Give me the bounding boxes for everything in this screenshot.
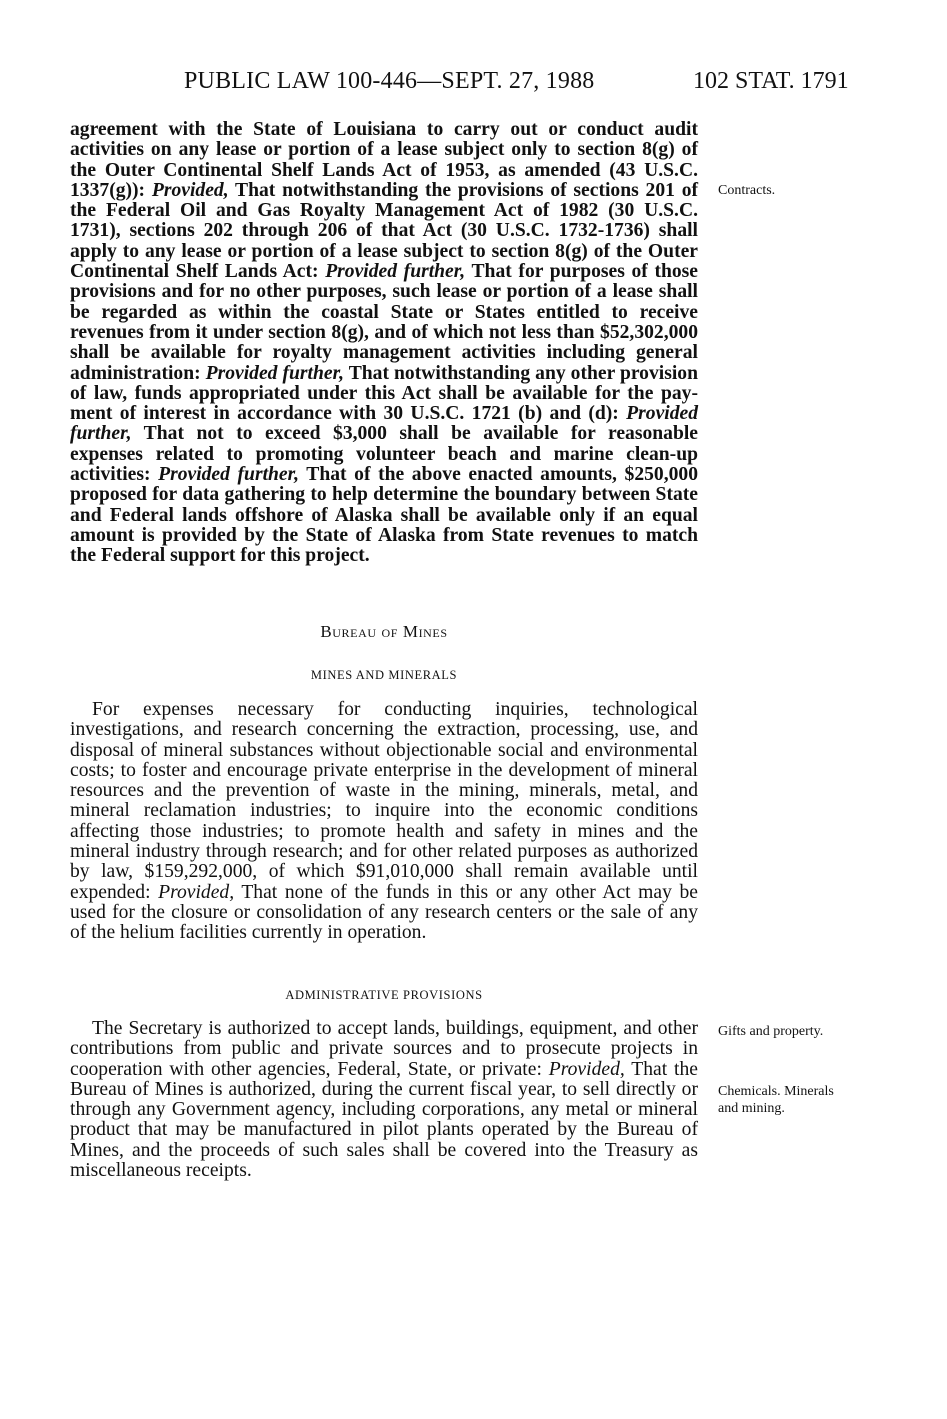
paragraph-mines-and-minerals	[70, 700, 698, 944]
paragraph-administrative-provisions	[70, 1019, 698, 1181]
text-run: agreement with the State of Louisiana to carry out or conduct audit activities on any lease or portion of a lease subject only to section 8(g) of the Outer Continental Shelf Lands Act of 1953, as amended (43 U.S.C. 1337(g)):	[70, 119, 698, 201]
subheading-mines-and-minerals: MINES AND MINERALS	[310, 668, 458, 682]
text-run: The Secretary is authorized to accept lands, buildings, equipment, and other contributions from public and private sources and to prosecute projects in cooperation with other agencies, Federal, State, or private:	[70, 1018, 698, 1080]
page-header-stat: 102 STAT. 1791	[693, 68, 849, 94]
italic-run: Provided,	[158, 881, 235, 903]
italic-run: Provided further,	[205, 362, 345, 384]
margin-note-chemicals-minerals-mining: Chemicals. Minerals and mining.	[718, 1084, 834, 1116]
paragraph-royalty-management	[70, 120, 698, 567]
text-run: That notwithstanding the provisions of sections 201 of the Federal Oil and Gas Royalty Management Act of 1982 (30 U.S.C. 1731), sections 202 through 206 of that Act (30 U.S.C. 1732-1736) shall apply to any lease or portion of a lease subject to section 8(g) of the Outer Continental Shelf Lands Act:	[70, 179, 699, 283]
text-run: For expenses necessary for conducting inquiries, technological investigations, and research concerning the extraction, processing, use, and disposal of mineral substances without objectionable social and environmental costs; to foster and encourage private enterprise in the development of mineral resources and the prevention of waste in the mining, minerals, metal, and mineral reclamation industries; to inquire into the economic conditions affecting those industries; to promote health and safety in mines and the mineral industry through research; and for other related purposes as authorized by law, $159,292,000, of which $91,010,000 shall remain available until expended:	[70, 699, 698, 903]
italic-run: Provided further,	[70, 403, 698, 445]
italic-run: Provided,	[548, 1058, 625, 1080]
page-header-title: PUBLIC LAW 100-446—SEPT. 27, 1988	[184, 68, 595, 94]
text-run: That the Bureau of Mines is authorized, during the current fiscal year, to sell directly or through any Government agency, including corporations, any metal or mineral product that may be manufactured in pilot plants operated by the Bureau of Mines, and the proceeds of such sales shall be covered into the Treasury as miscellaneous receipts.	[70, 1058, 698, 1182]
italic-run: Provided,	[151, 179, 229, 201]
section-heading-bureau-of-mines: Bureau of Mines	[320, 622, 448, 641]
subheading-administrative-provisions: ADMINISTRATIVE PROVISIONS	[285, 988, 483, 1002]
text-run: That not to exceed $3,000 shall be available for reasonable expenses related to promoting volunteer beach and marine clean-up activities:	[70, 423, 698, 486]
text-run: That none of the funds in this or any other Act may be used for the closure or consolidation of any research centers or the sale of any of the helium facilities currently in operation.	[70, 881, 698, 944]
text-run: That notwithstanding any other provision of law, funds appropriated under this Act shall be available for the payment of interest in accordance with 30 U.S.C. 1721 (b) and (d):	[70, 362, 698, 425]
margin-note-gifts-and-property: Gifts and property.	[718, 1024, 824, 1039]
text-run: That for purposes of those provisions and for no other purposes, such lease or portion of a lease shall be regarded as within the coastal State or States entitled to receive revenues from it under section 8(g), and of which not less than $52,302,000 shall be available for royalty management activities including general administration:	[70, 261, 698, 384]
text-run: That of the above enacted amounts, $250,000 proposed for data gathering to help determine the boundary between State and Federal lands offshore of Alaska shall be available only if an equal amount is provided by the State of Alaska from State revenues to match the Federal support for this project.	[70, 464, 698, 567]
italic-run: Provided further,	[158, 464, 300, 486]
margin-note-contracts: Contracts.	[718, 183, 776, 198]
italic-run: Provided further,	[325, 261, 466, 283]
